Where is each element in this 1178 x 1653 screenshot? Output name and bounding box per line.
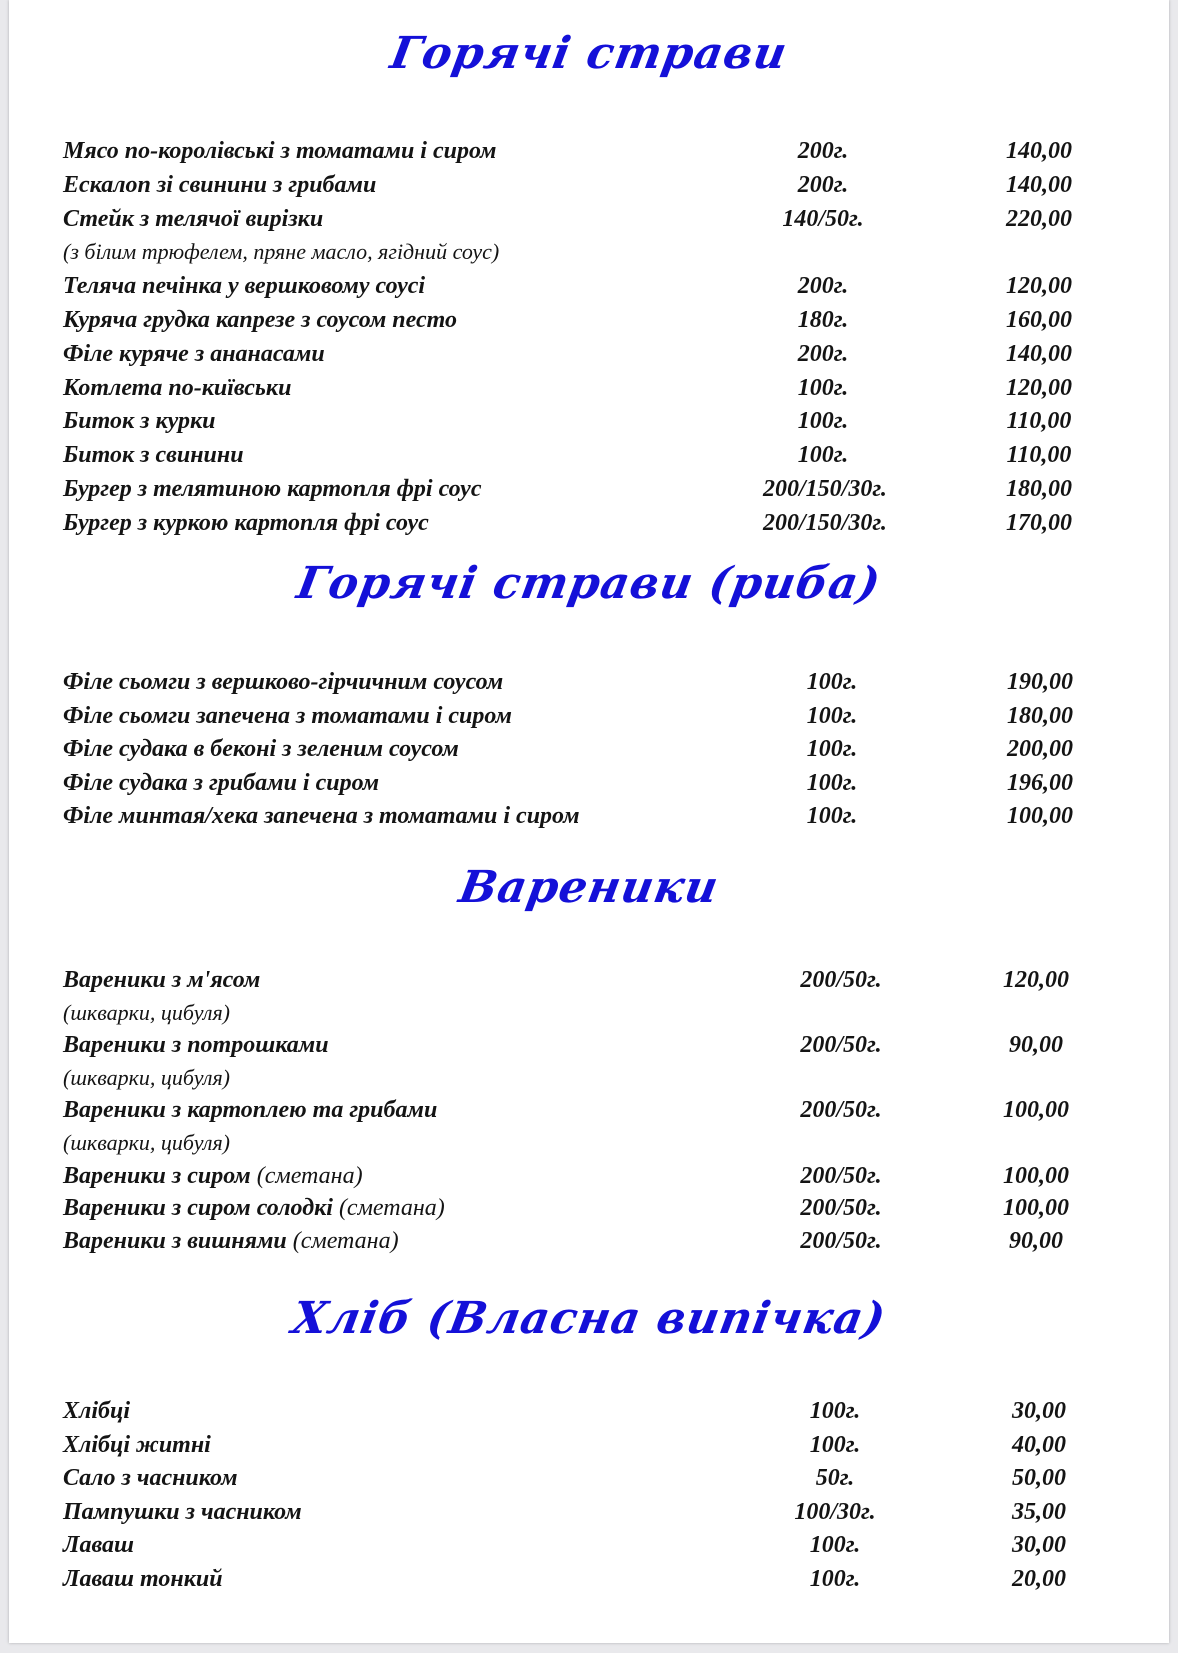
item-name-text: Вареники з вишнями bbox=[63, 1228, 287, 1254]
menu-page bbox=[9, 0, 1169, 1643]
item-price: 190,00 bbox=[1007, 669, 1073, 695]
item-name-text: Філе сьомги запечена з томатами і сиром bbox=[63, 703, 512, 729]
menu-item-row bbox=[9, 1028, 1169, 1062]
menu-item-row bbox=[9, 1428, 1169, 1462]
menu-item-row bbox=[9, 1461, 1169, 1495]
item-name bbox=[63, 168, 376, 202]
item-weight: 100г. bbox=[806, 803, 858, 829]
menu-item-row bbox=[9, 1528, 1169, 1562]
item-weight: 200/150/30г. bbox=[763, 476, 887, 502]
section-title: Вареники bbox=[455, 862, 723, 913]
item-name-text: Лаваш bbox=[63, 1532, 135, 1558]
item-name bbox=[63, 269, 425, 303]
item-name-text: Бургер з телятиною картопля фрі соус bbox=[63, 476, 482, 502]
item-name bbox=[63, 963, 260, 997]
item-weight: 200/50г. bbox=[800, 1228, 882, 1254]
item-name bbox=[63, 472, 481, 506]
item-price: 170,00 bbox=[1006, 510, 1072, 536]
item-price: 40,00 bbox=[1012, 1432, 1066, 1458]
item-name-text: Філе судака з грибами і сиром bbox=[63, 770, 380, 796]
item-name-text: Сало з часником bbox=[63, 1465, 238, 1491]
item-name bbox=[63, 1495, 302, 1529]
item-name bbox=[63, 1159, 363, 1193]
item-name bbox=[63, 732, 459, 766]
item-price: 90,00 bbox=[1009, 1228, 1063, 1254]
item-name bbox=[63, 134, 497, 168]
item-note: (шкварки, цибуля) bbox=[63, 1130, 231, 1155]
item-name bbox=[63, 1224, 399, 1258]
item-weight: 100г. bbox=[806, 703, 858, 729]
item-name-text: Биток з курки bbox=[63, 408, 216, 434]
menu-item-row bbox=[9, 1224, 1169, 1258]
item-price: 30,00 bbox=[1012, 1532, 1066, 1558]
menu-item-row bbox=[9, 766, 1169, 800]
item-name-text: Лаваш тонкий bbox=[63, 1566, 223, 1592]
item-weight: 200г. bbox=[797, 341, 849, 367]
menu-item-row bbox=[9, 1093, 1169, 1127]
item-price: 110,00 bbox=[1006, 408, 1072, 434]
item-name-text: Вареники з м'ясом bbox=[63, 967, 261, 993]
item-name-text: Вареники з потрошками bbox=[63, 1032, 329, 1058]
item-name bbox=[63, 766, 379, 800]
item-name-text: Бургер з куркою картопля фрі соус bbox=[63, 510, 429, 536]
item-name bbox=[63, 337, 325, 371]
item-name bbox=[63, 1394, 130, 1428]
item-price: 140,00 bbox=[1006, 172, 1072, 198]
item-price: 120,00 bbox=[1006, 273, 1072, 299]
item-weight: 100г. bbox=[809, 1432, 861, 1458]
item-name-note: (сметана) bbox=[256, 1163, 363, 1189]
item-name bbox=[63, 1461, 238, 1495]
menu-item-row bbox=[9, 472, 1169, 506]
item-weight: 100г. bbox=[797, 375, 849, 401]
item-price: 30,00 bbox=[1012, 1398, 1066, 1424]
section-title: Горячі страви bbox=[386, 28, 792, 79]
item-price: 100,00 bbox=[1003, 1163, 1069, 1189]
item-price: 50,00 bbox=[1012, 1465, 1066, 1491]
menu-item-row bbox=[9, 1394, 1169, 1428]
menu-item-row bbox=[9, 1159, 1169, 1193]
menu-item-row bbox=[9, 963, 1169, 997]
item-weight: 200г. bbox=[797, 138, 849, 164]
item-price: 140,00 bbox=[1006, 138, 1072, 164]
menu-item-row bbox=[9, 134, 1169, 168]
menu-item-row bbox=[9, 202, 1169, 236]
item-price: 90,00 bbox=[1009, 1032, 1063, 1058]
item-weight: 100/30г. bbox=[794, 1499, 876, 1525]
item-weight: 200г. bbox=[797, 172, 849, 198]
item-note: (з білим трюфелем, пряне масло, ягідний соус) bbox=[63, 239, 500, 264]
menu-item-row bbox=[9, 404, 1169, 438]
item-weight: 100г. bbox=[806, 770, 858, 796]
item-price: 200,00 bbox=[1007, 736, 1073, 762]
item-name bbox=[63, 506, 429, 540]
item-weight: 200/50г. bbox=[800, 1097, 882, 1123]
item-price: 180,00 bbox=[1006, 476, 1072, 502]
item-weight: 100г. bbox=[806, 736, 858, 762]
item-name-text: Теляча печінка у вершковому соусі bbox=[63, 273, 426, 299]
item-weight: 200/50г. bbox=[800, 1163, 882, 1189]
menu-item-row bbox=[9, 371, 1169, 405]
item-name-note: (сметана) bbox=[338, 1195, 445, 1221]
item-price: 100,00 bbox=[1003, 1097, 1069, 1123]
item-weight: 200/150/30г. bbox=[763, 510, 887, 536]
menu-item-row bbox=[9, 665, 1169, 699]
menu-item-row bbox=[9, 438, 1169, 472]
item-name-text: Філе минтая/хека запечена з томатами і сиром bbox=[63, 803, 580, 829]
item-price: 20,00 bbox=[1012, 1566, 1066, 1592]
menu-item-row bbox=[9, 732, 1169, 766]
item-name-text: Мясо по-королівські з томатами і сиром bbox=[63, 138, 497, 164]
item-price: 35,00 bbox=[1012, 1499, 1066, 1525]
item-price: 120,00 bbox=[1006, 375, 1072, 401]
item-name-text: Хлібці житні bbox=[63, 1432, 211, 1458]
section-title: Горячі страви (риба) bbox=[293, 558, 885, 609]
item-price: 120,00 bbox=[1003, 967, 1069, 993]
item-weight: 100г. bbox=[797, 408, 849, 434]
menu-item-row bbox=[9, 269, 1169, 303]
item-weight: 200/50г. bbox=[800, 1032, 882, 1058]
item-weight: 100г. bbox=[806, 669, 858, 695]
item-weight: 200/50г. bbox=[800, 967, 882, 993]
item-note: (шкварки, цибуля) bbox=[63, 1065, 231, 1090]
item-name-text: Ескалоп зі свинини з грибами bbox=[63, 172, 377, 198]
item-name bbox=[63, 202, 323, 236]
item-name-text: Вареники з сиром bbox=[63, 1163, 251, 1189]
item-price: 180,00 bbox=[1007, 703, 1073, 729]
item-name bbox=[63, 1093, 437, 1127]
item-name-text: Куряча грудка капрезе з соусом песто bbox=[63, 307, 457, 333]
item-name bbox=[63, 699, 512, 733]
menu-item-row bbox=[9, 1562, 1169, 1596]
item-weight: 200/50г. bbox=[800, 1195, 882, 1221]
item-name bbox=[63, 665, 503, 699]
item-weight: 140/50г. bbox=[782, 206, 864, 232]
item-name-text: Філе куряче з ананасами bbox=[63, 341, 325, 367]
item-name bbox=[63, 799, 580, 833]
item-weight: 100г. bbox=[809, 1398, 861, 1424]
item-name bbox=[63, 1428, 211, 1462]
item-name bbox=[63, 371, 291, 405]
item-note: (шкварки, цибуля) bbox=[63, 1000, 231, 1025]
menu-item-row bbox=[9, 699, 1169, 733]
menu-item-row bbox=[9, 337, 1169, 371]
menu-item-row bbox=[9, 799, 1169, 833]
item-price: 110,00 bbox=[1006, 442, 1072, 468]
item-price: 220,00 bbox=[1006, 206, 1072, 232]
item-name-text: Вареники з картоплею та грибами bbox=[63, 1097, 438, 1123]
item-name bbox=[63, 1562, 223, 1596]
item-price: 100,00 bbox=[1003, 1195, 1069, 1221]
item-name-text: Стейк з телячої вирізки bbox=[63, 206, 324, 232]
item-name-note: (сметана) bbox=[292, 1228, 399, 1254]
item-price: 140,00 bbox=[1006, 341, 1072, 367]
item-name bbox=[63, 303, 457, 337]
item-weight: 100г. bbox=[809, 1566, 861, 1592]
item-weight: 100г. bbox=[797, 442, 849, 468]
item-name bbox=[63, 438, 244, 472]
item-name-text: Котлета по-київськи bbox=[63, 375, 292, 401]
item-weight: 100г. bbox=[809, 1532, 861, 1558]
item-price: 100,00 bbox=[1007, 803, 1073, 829]
section-title: Хліб (Власна випічка) bbox=[288, 1293, 890, 1344]
item-price: 160,00 bbox=[1006, 307, 1072, 333]
item-name bbox=[63, 404, 215, 438]
item-name-text: Вареники з сиром солодкі bbox=[63, 1195, 333, 1221]
item-name bbox=[63, 1028, 329, 1062]
item-name-text: Биток з свинини bbox=[63, 442, 244, 468]
item-name-text: Пампушки з часником bbox=[63, 1499, 302, 1525]
item-name-text: Філе сьомги з вершково-гірчичним соусом bbox=[63, 669, 504, 695]
menu-item-row bbox=[9, 1495, 1169, 1529]
item-name-text: Філе судака в беконі з зеленим соусом bbox=[63, 736, 459, 762]
menu-item-row bbox=[9, 303, 1169, 337]
item-name bbox=[63, 1528, 134, 1562]
item-price: 196,00 bbox=[1007, 770, 1073, 796]
item-weight: 50г. bbox=[815, 1465, 855, 1491]
item-name bbox=[63, 1191, 445, 1225]
item-weight: 200г. bbox=[797, 273, 849, 299]
item-name-text: Хлібці bbox=[63, 1398, 130, 1424]
menu-item-row bbox=[9, 506, 1169, 540]
menu-item-row bbox=[9, 168, 1169, 202]
item-weight: 180г. bbox=[797, 307, 849, 333]
menu-item-row bbox=[9, 1191, 1169, 1225]
